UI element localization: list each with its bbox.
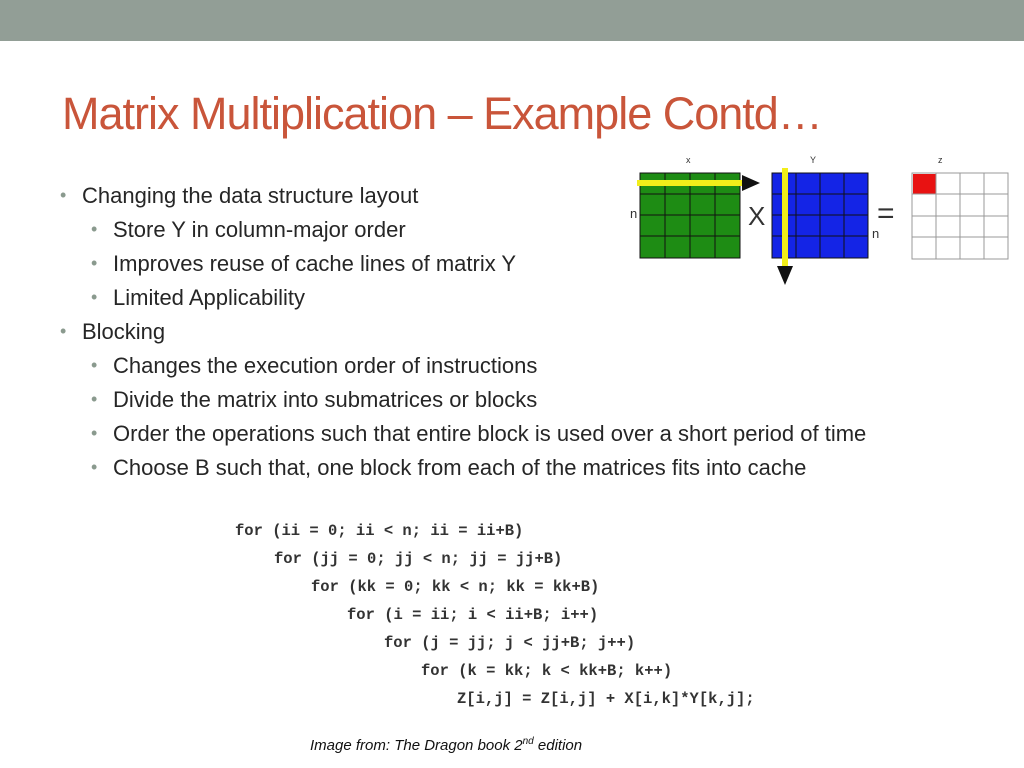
bullet-dot: • (91, 389, 98, 409)
caption-suffix: edition (533, 737, 583, 754)
bullet-text: Changes the execution order of instructions (113, 353, 538, 378)
bullet-text: Improves reuse of cache lines of matrix Y (113, 251, 517, 276)
bullet-dot: • (91, 287, 98, 307)
code-line: for (j = jj; j < jj+B; j++) (384, 634, 636, 652)
code-line: for (k = kk; k < kk+B; k++) (421, 662, 673, 680)
bullet-dot: • (91, 355, 98, 375)
label-z: z (938, 155, 943, 165)
label-y: Y (810, 155, 817, 165)
bullet-dot: • (91, 219, 98, 239)
label-n-left: n (630, 206, 638, 221)
top-bar (0, 0, 1024, 41)
bullet-dot: • (91, 457, 98, 477)
code-line: for (kk = 0; kk < n; kk = kk+B) (311, 578, 600, 596)
caption-superscript: nd (522, 736, 534, 747)
bullet-text: Store Y in column-major order (113, 217, 406, 242)
bullet-level2 (60, 386, 960, 413)
label-n-right: n (872, 226, 880, 241)
bullet-text: Divide the matrix into submatrices or blocks (113, 387, 538, 412)
code-line: for (i = ii; i < ii+B; i++) (347, 606, 599, 624)
matrix-z (912, 173, 1008, 259)
bullet-dot: • (91, 423, 98, 443)
code-line: for (jj = 0; jj < n; jj = jj+B) (274, 550, 563, 568)
times-sign: X (748, 201, 766, 231)
caption-prefix: Image from: The Dragon book 2 (310, 737, 523, 754)
matrix-diagram (620, 150, 1020, 295)
bullet-dot: • (60, 321, 67, 341)
code-line: for (ii = 0; ii < n; ii = ii+B) (235, 522, 524, 540)
equals-sign: = (877, 197, 895, 230)
bullet-text: Limited Applicability (113, 285, 305, 310)
label-x: x (686, 155, 691, 165)
bullet-text: Order the operations such that entire block is used over a short period of time (113, 421, 867, 446)
bullet-level2 (60, 352, 960, 379)
bullet-level2 (60, 420, 913, 447)
bullet-text: Blocking (82, 319, 166, 344)
code-line: Z[i,j] = Z[i,j] + X[i,k]*Y[k,j]; (457, 690, 755, 708)
image-caption (310, 736, 582, 754)
bullet-level1 (60, 318, 960, 345)
bullet-text: Changing the data structure layout (82, 183, 419, 208)
bullet-dot: • (91, 253, 98, 273)
bullet-level2 (60, 454, 960, 481)
slide-title: Matrix Multiplication – Example Contd… (62, 88, 822, 139)
bullet-text: Choose B such that, one block from each of the matrices fits into cache (113, 455, 807, 480)
bullet-dot: • (60, 185, 67, 205)
